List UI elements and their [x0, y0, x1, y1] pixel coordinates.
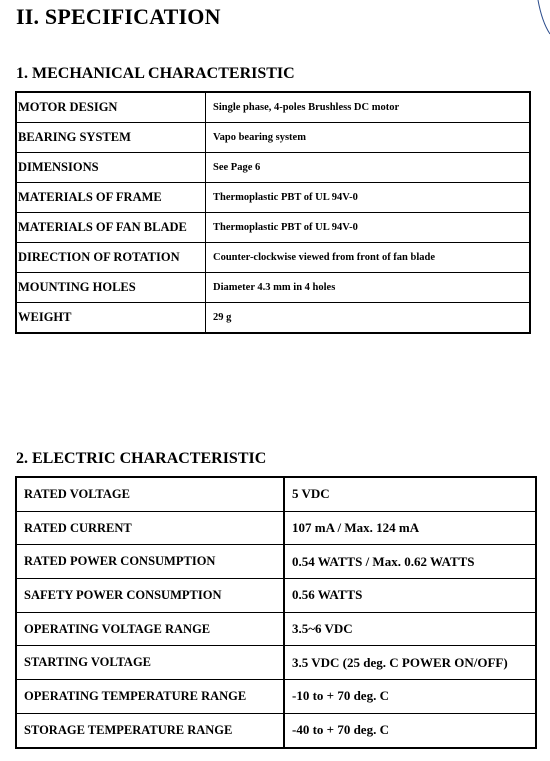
electric-label: OPERATING TEMPERATURE RANGE: [16, 680, 284, 714]
table-row: [16, 123, 530, 153]
corner-arc-decoration: [536, 0, 550, 40]
electric-section-title: 2. ELECTRIC CHARACTERISTIC: [16, 450, 267, 467]
electric-characteristic-table: [15, 476, 537, 749]
table-row: [16, 579, 536, 613]
electric-value: 0.56 WATTS: [284, 579, 536, 613]
table-row: [16, 273, 530, 303]
mechanical-label: WEIGHT: [16, 303, 206, 334]
mechanical-value: Counter-clockwise viewed from front of fan blade: [206, 243, 531, 273]
mechanical-label: DIRECTION OF ROTATION: [16, 243, 206, 273]
table-row: [16, 511, 536, 545]
mechanical-label: DIMENSIONS: [16, 153, 206, 183]
electric-label: OPERATING VOLTAGE RANGE: [16, 612, 284, 646]
electric-label: STARTING VOLTAGE: [16, 646, 284, 680]
table-row: [16, 303, 530, 334]
mechanical-label: BEARING SYSTEM: [16, 123, 206, 153]
electric-label: STORAGE TEMPERATURE RANGE: [16, 713, 284, 747]
electric-label: SAFETY POWER CONSUMPTION: [16, 579, 284, 613]
mechanical-value: Thermoplastic PBT of UL 94V-0: [206, 213, 531, 243]
electric-value: 3.5~6 VDC: [284, 612, 536, 646]
mechanical-label: MOTOR DESIGN: [16, 92, 206, 123]
table-row: [16, 680, 536, 714]
table-row: [16, 713, 536, 747]
table-row: [16, 477, 536, 511]
mechanical-value: Single phase, 4-poles Brushless DC motor: [206, 92, 531, 123]
table-row: [16, 545, 536, 579]
mechanical-characteristic-table: [15, 91, 531, 334]
mechanical-value: Vapo bearing system: [206, 123, 531, 153]
mechanical-value: 29 g: [206, 303, 531, 334]
table-row: [16, 92, 530, 123]
mechanical-label: MOUNTING HOLES: [16, 273, 206, 303]
electric-value: 5 VDC: [284, 477, 536, 511]
table-row: [16, 243, 530, 273]
electric-value: 3.5 VDC (25 deg. C POWER ON/OFF): [284, 646, 536, 680]
mechanical-value: See Page 6: [206, 153, 531, 183]
mechanical-value: Thermoplastic PBT of UL 94V-0: [206, 183, 531, 213]
electric-value: -10 to + 70 deg. C: [284, 680, 536, 714]
page-title: II. SPECIFICATION: [16, 4, 221, 29]
table-row: [16, 646, 536, 680]
electric-label: RATED POWER CONSUMPTION: [16, 545, 284, 579]
mechanical-section-title: 1. MECHANICAL CHARACTERISTIC: [16, 65, 295, 82]
electric-value: 0.54 WATTS / Max. 0.62 WATTS: [284, 545, 536, 579]
table-row: [16, 213, 530, 243]
mechanical-label: MATERIALS OF FAN BLADE: [16, 213, 206, 243]
electric-value: -40 to + 70 deg. C: [284, 713, 536, 747]
electric-label: RATED VOLTAGE: [16, 477, 284, 511]
table-row: [16, 183, 530, 213]
mechanical-label: MATERIALS OF FRAME: [16, 183, 206, 213]
mechanical-value: Diameter 4.3 mm in 4 holes: [206, 273, 531, 303]
electric-value: 107 mA / Max. 124 mA: [284, 511, 536, 545]
table-row: [16, 612, 536, 646]
table-row: [16, 153, 530, 183]
electric-label: RATED CURRENT: [16, 511, 284, 545]
